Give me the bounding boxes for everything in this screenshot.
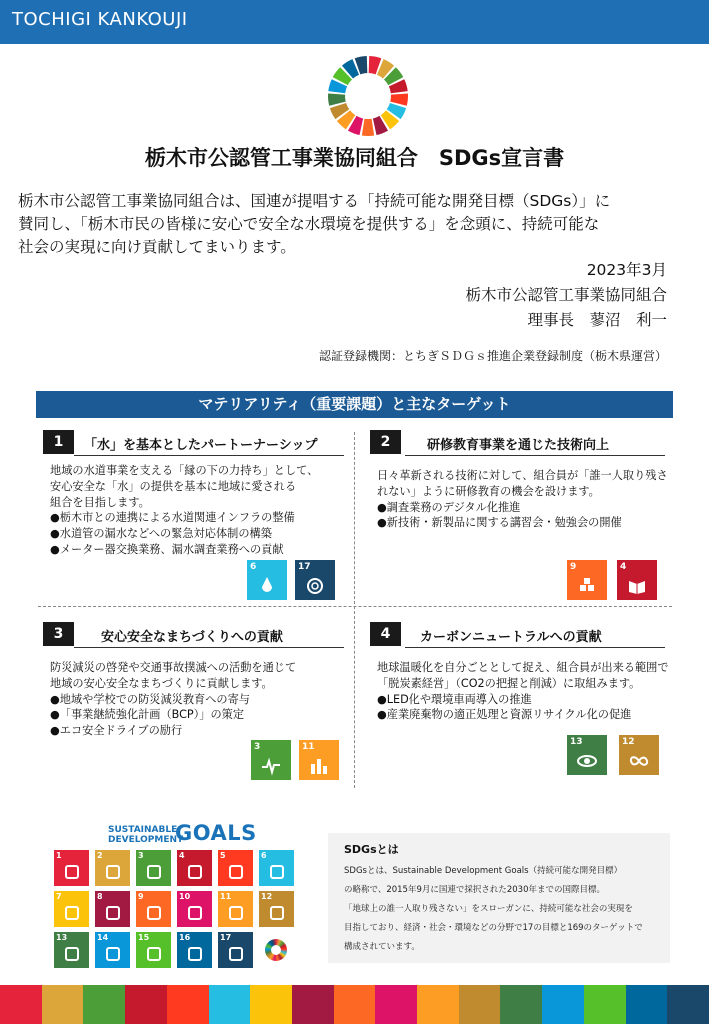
- body-line: ●調査業務のデジタル化推進: [377, 500, 521, 514]
- goal-number: 3: [138, 851, 144, 860]
- city-icon: [309, 756, 329, 776]
- body-line: 構成されています。: [344, 942, 420, 952]
- goal-number: 11: [220, 892, 232, 901]
- water-icon: [257, 576, 277, 596]
- goal-number: 17: [220, 933, 232, 942]
- sdg-grid-tile-10: [177, 891, 212, 927]
- goal-number: 13: [570, 737, 583, 747]
- goal-icon: [229, 865, 243, 879]
- sdgs-explainer-heading: SDGsとは: [344, 843, 399, 856]
- org-label: TOCHIGI KANKOUJI: [12, 9, 188, 30]
- body-line: 日々革新される技術に対して、組合員が「誰一人取り残さ: [377, 469, 668, 482]
- sdg-tile-4: [617, 560, 657, 600]
- divider-vertical: [354, 432, 355, 788]
- materiality-title: 安心安全なまちづくりへの貢献: [101, 630, 283, 645]
- goal-number: 10: [179, 892, 191, 901]
- sdg-tile-6: [247, 560, 287, 600]
- stripe-segment: [167, 985, 209, 1024]
- intro-paragraph: [18, 190, 698, 259]
- body-line: 地球温暖化を自分ごととして捉え、組合員が出来る範囲で: [377, 661, 669, 674]
- materiality-number: 3: [43, 622, 74, 646]
- body-line: ●「事業継続強化計画（BCP）」の策定: [50, 708, 245, 722]
- stripe-segment: [667, 985, 709, 1024]
- goal-icon: [188, 865, 202, 879]
- sdg-grid-tile-11: [218, 891, 253, 927]
- sdg-grid-tile-7: [54, 891, 89, 927]
- goal-number: 13: [56, 933, 68, 942]
- stripe-segment: [42, 985, 84, 1024]
- materiality-number: 2: [370, 430, 401, 454]
- goal-icon: [270, 906, 284, 920]
- materiality-title: カーボンニュートラルへの貢献: [420, 630, 602, 645]
- body-line: 目指しており、経済・社会・環境などの分野で17の目標と169のターゲットで: [344, 923, 643, 933]
- sdg-tile-12: [619, 735, 659, 775]
- sdg-tile-9: [567, 560, 607, 600]
- goal-icon: [106, 947, 120, 961]
- logo-line: DEVELOPMENT: [108, 835, 184, 845]
- body-line: 「脱炭素経営」（CO2の把握と削減）に取組みます。: [377, 676, 641, 690]
- goal-number: 5: [220, 851, 226, 860]
- stripe-segment: [375, 985, 417, 1024]
- certification-note: 認証登録機関：とちぎＳＤＧｓ推進企業登録制度（栃木県運営）: [318, 349, 667, 363]
- sdg-tile-3: [251, 740, 291, 780]
- sdg-grid-tile-8: [95, 891, 130, 927]
- goal-icon: [65, 865, 79, 879]
- sdg-grid-tile-9: [136, 891, 171, 927]
- body-line: 安心安全な「水」の提供を基本に地域に愛される: [50, 479, 297, 493]
- materiality-number: 4: [370, 622, 401, 646]
- sdg-grid-tile-6: [259, 850, 294, 886]
- body-line: ●エコ安全ドライブの励行: [50, 724, 183, 738]
- materiality-body: [377, 468, 668, 531]
- sdgs-logo-text: [108, 825, 183, 845]
- materiality-title: 研修教育事業を通じた技術向上: [427, 438, 610, 453]
- partnership-icon: [305, 576, 325, 596]
- body-line: の略称で、2015年9月に国連で採択された2030年までの国際目標。: [344, 885, 606, 895]
- body-line: 組合を目指します。: [50, 495, 150, 509]
- goal-number: 12: [261, 892, 273, 901]
- goal-icon: [65, 906, 79, 920]
- body-line: SDGsとは、Sustainable Development Goals（持続可能な開発目標）: [344, 866, 623, 876]
- body-line: ●産業廃棄物の適正処理と資源リサイクル化の促進: [377, 708, 632, 722]
- sdgs-wheel-icon: [327, 55, 409, 137]
- goal-icon: [229, 906, 243, 920]
- sdg-grid-tile-2: [95, 850, 130, 886]
- materiality-body: [50, 660, 296, 739]
- title-underline: [405, 455, 665, 456]
- goal-icon: [106, 865, 120, 879]
- stripe-segment: [125, 985, 167, 1024]
- title-underline: [74, 647, 344, 648]
- body-line: ●LED化や環境車両導入の推進: [377, 692, 532, 706]
- stripe-segment: [0, 985, 42, 1024]
- signature-block: [465, 258, 667, 333]
- title-underline: [405, 647, 665, 648]
- sdg-tile-17: [295, 560, 335, 600]
- materiality-title: 「水」を基本としたパートーナーシップ: [84, 438, 318, 453]
- intro-line: 栃木市公認管工事業協同組合は、国連が提唱する「持続可能な開発目標（SDGs）」に: [18, 192, 611, 210]
- stripe-segment: [417, 985, 459, 1024]
- organization-name: 栃木市公認管工事業協同組合: [465, 286, 667, 304]
- goal-icon: [147, 947, 161, 961]
- intro-line: 賛同し、「栃木市民の皆様に安心で安全な水環境を提供する」を念頭に、持続可能な: [18, 215, 600, 233]
- goal-number: 8: [97, 892, 103, 901]
- sdg-grid-tile-14: [95, 932, 130, 968]
- stripe-segment: [83, 985, 125, 1024]
- goal-number: 6: [250, 562, 257, 572]
- wheel-segment: [362, 119, 374, 136]
- sdg-grid-tile-3: [136, 850, 171, 886]
- body-line: 「地球上の誰一人取り残さない」をスローガンに、持続可能な社会の実現を: [344, 904, 633, 914]
- body-line: ●地域や学校での防災減災教育への寄与: [50, 692, 250, 706]
- body-line: ●メーター器交換業務、漏水調査業務への貢献: [50, 542, 284, 556]
- stripe-segment: [209, 985, 251, 1024]
- sdgs-explainer-body: [344, 862, 643, 957]
- goal-number: 7: [56, 892, 62, 901]
- goal-icon: [188, 947, 202, 961]
- education-icon: [627, 576, 647, 596]
- materiality-body: [50, 463, 318, 558]
- goal-number: 9: [138, 892, 144, 901]
- goal-icon: [147, 906, 161, 920]
- sdg-tile-11: [299, 740, 339, 780]
- goal-number: 15: [138, 933, 150, 942]
- goal-number: 16: [179, 933, 191, 942]
- sdgs-wheel-icon: [265, 939, 287, 961]
- representative: 理事長 蓼沼 利一: [527, 311, 667, 329]
- health-icon: [261, 756, 281, 776]
- stripe-segment: [292, 985, 334, 1024]
- industry-icon: [577, 576, 597, 596]
- body-line: 地域の水道事業を支える「縁の下の力持ち」として、: [50, 464, 319, 477]
- body-line: ●水道管の漏水などへの緊急対応体制の構築: [50, 527, 272, 541]
- goal-number: 17: [298, 562, 311, 572]
- goal-number: 6: [261, 851, 267, 860]
- stripe-segment: [250, 985, 292, 1024]
- sdg-grid-tile-1: [54, 850, 89, 886]
- goal-icon: [270, 865, 284, 879]
- sdg-grid-wheel-tile: [259, 932, 294, 968]
- goal-number: 3: [254, 742, 261, 752]
- sdg-grid-tile-16: [177, 932, 212, 968]
- sdg-grid-tile-13: [54, 932, 89, 968]
- goal-number: 11: [302, 742, 315, 752]
- goal-number: 2: [97, 851, 103, 860]
- climate-icon: [577, 751, 597, 771]
- sdg-grid-tile-17: [218, 932, 253, 968]
- body-line: ●新技術・新製品に関する講習会・勉強会の開催: [377, 516, 622, 530]
- goal-number: 12: [622, 737, 635, 747]
- stripe-segment: [459, 985, 501, 1024]
- goal-icon: [106, 906, 120, 920]
- stripe-segment: [626, 985, 668, 1024]
- body-line: 防災減災の啓発や交通事故撲滅への活動を通じて: [50, 661, 297, 674]
- sdg-grid-tile-5: [218, 850, 253, 886]
- stripe-segment: [500, 985, 542, 1024]
- body-line: ●栃木市との連携による水道関連インフラの整備: [50, 511, 295, 525]
- title-underline: [74, 455, 344, 456]
- goal-number: 4: [620, 562, 627, 572]
- body-line: 地域の安心安全なまちづくりに貢献します。: [50, 676, 273, 690]
- date: 2023年3月: [586, 261, 667, 279]
- stripe-segment: [584, 985, 626, 1024]
- goal-number: 14: [97, 933, 109, 942]
- sdgs-logo-word: GOALS: [175, 821, 257, 845]
- sdg-tile-13: [567, 735, 607, 775]
- materiality-body: [377, 660, 669, 723]
- goal-number: 1: [56, 851, 62, 860]
- sdg-color-stripe: [0, 985, 709, 1024]
- goal-icon: [188, 906, 202, 920]
- header-bar: [0, 0, 709, 44]
- sdg-grid-tile-12: [259, 891, 294, 927]
- goal-number: 4: [179, 851, 185, 860]
- goal-icon: [229, 947, 243, 961]
- page-title: 栃木市公認管工事業協同組合 SDGs宣言書: [144, 146, 565, 170]
- stripe-segment: [334, 985, 376, 1024]
- goal-icon: [65, 947, 79, 961]
- intro-line: 社会の実現に向け貢献してまいります。: [18, 238, 296, 256]
- logo-line: SUSTAINABLE: [108, 825, 178, 835]
- materiality-number: 1: [43, 430, 74, 454]
- sdg-grid-tile-4: [177, 850, 212, 886]
- divider-horizontal: [38, 606, 672, 607]
- body-line: れない」ように研修教育の機会を設けます。: [377, 484, 600, 498]
- goal-number: 9: [570, 562, 577, 572]
- stripe-segment: [542, 985, 584, 1024]
- materiality-banner: マテリアリティ（重要課題）と主なターゲット: [36, 391, 673, 418]
- goal-icon: [147, 865, 161, 879]
- sdg-grid-tile-15: [136, 932, 171, 968]
- infinity-icon: [629, 751, 649, 771]
